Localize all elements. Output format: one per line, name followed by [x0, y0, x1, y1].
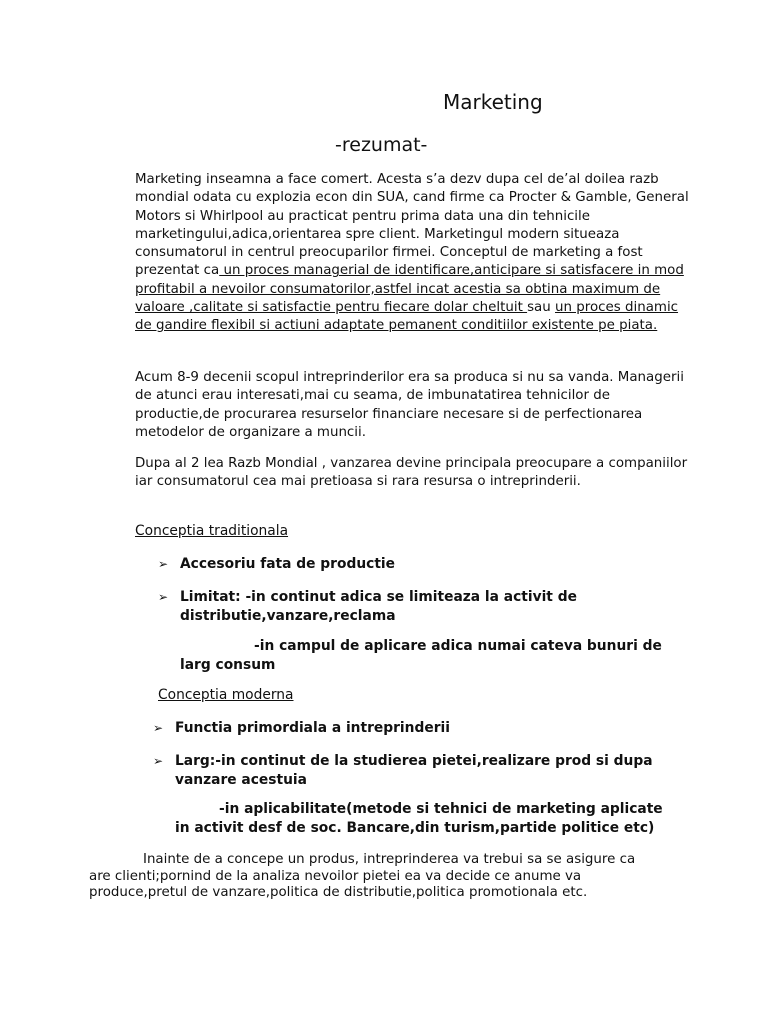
bullet-modern-2-continuation: [175, 800, 670, 837]
paragraph-history: Acum 8-9 decenii scopul intreprinderilor era sa produca si nu sa vanda. Managerii de atunci erau interesati,mai cu seama, de imbunatatirea tehnicilor de productie,de procurarea resurselor financiare necesare si de perfectionarea metodelor de organizare a muncii.: [135, 370, 684, 440]
bullet-text: Limitat: -in continut adica se limiteaza la activit de distributie,vanzare,reclama: [180, 589, 577, 624]
heading-conceptia-moderna: Conceptia moderna: [158, 687, 294, 703]
arrow-bullet-icon: ➢: [158, 557, 169, 571]
paragraph-intro: [135, 171, 695, 336]
intro-text-a: Marketing inseamna a face comert. Acesta s’a dezv dupa cel de’al doilea razb mondial odata cu explozia econ din SUA, cand firme ca Procter & Gamble, General Motors si Whirlpool au practicat pentru prima data una din tehnicile marketingului,adica,orientarea spre client. Marketingul modern situeaza consumatorul in centrul preocuparilor firmei. Conceptul de marketing a fost prezentat ca: [135, 172, 689, 279]
continuation-line-2: larg consum: [180, 656, 276, 673]
document-subtitle: -rezumat-: [335, 134, 428, 156]
intro-underlined-definition-1: un proces managerial de identificare,anticipare si satisfacere in mod profitabil a nevoilor consumatorilor,astfel incat acestia sa obtina maximum de valoare ,calitate si satisfactie pentru fiecare dolar cheltuit: [135, 263, 684, 316]
continuation-line-1: -in aplicabilitate(metode si tehnici de marketing aplicate: [219, 801, 663, 817]
intro-text-b: sau: [527, 300, 556, 316]
arrow-bullet-icon: ➢: [153, 754, 164, 768]
paragraph-conclusion: Inainte de a concepe un produs, intreprinderea va trebui sa se asigure ca are clienti;pornind de la analiza nevoilor pietei ea va decide ce anume va produce,pretul de vanzare,politica de distributie,politica promotionala etc.: [89, 852, 636, 901]
document-title: Marketing: [443, 90, 543, 114]
bullet-modern-2: [153, 752, 675, 789]
bullet-traditional-2-continuation: [180, 637, 670, 674]
bullet-modern-1: [153, 719, 635, 738]
bullet-traditional-2: [158, 588, 580, 625]
bullet-text: Functia primordiala a intreprinderii: [175, 720, 450, 736]
intro-underlined-definition-2: un proces dinamic de gandire flexibil si actiuni adaptate pemanent conditiilor existente pe piata.: [135, 300, 679, 334]
heading-conceptia-traditionala: Conceptia traditionala: [135, 523, 289, 539]
bullet-traditional-1: [158, 555, 580, 574]
bullet-text: Larg:-in continut de la studierea pietei,realizare prod si dupa vanzare acestuia: [175, 753, 653, 788]
bullet-text: Accesoriu fata de productie: [180, 556, 396, 572]
arrow-bullet-icon: ➢: [158, 590, 169, 604]
arrow-bullet-icon: ➢: [153, 721, 164, 735]
paragraph-post-war: Dupa al 2 lea Razb Mondial , vanzarea devine principala preocupare a companiilor iar consumatorul cea mai pretioasa si rara resursa o intreprinderii.: [135, 456, 688, 490]
continuation-line-1: -in campul de aplicare adica numai cateva bunuri de: [254, 638, 662, 654]
continuation-line-2: in activit desf de soc. Bancare,din turism,partide politice etc): [175, 819, 655, 836]
